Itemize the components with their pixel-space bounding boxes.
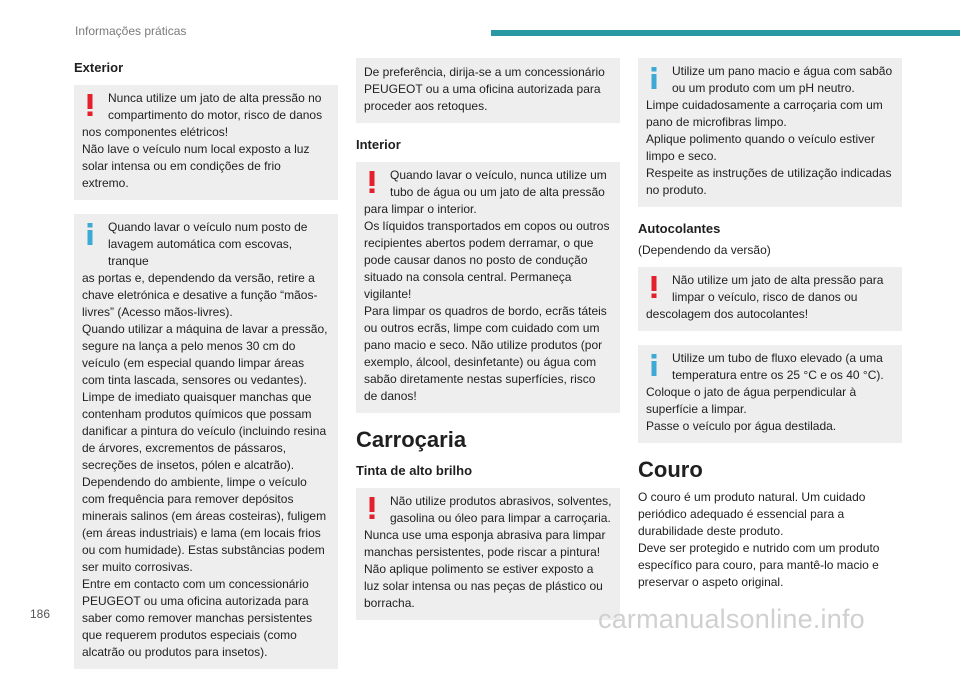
info-line: Dependendo do ambiente, limpe o veículo com frequência para remover depósitos minerais salinos (em áreas costeiras), fuligem (em áreas industriais) e lama (em locais frios ou com humidade). Estas substâncias podem ser muito corrosivas. <box>82 475 327 574</box>
info-line: as portas e, dependendo da versão, retire a chave eletrónica e desative a função “mãos-livres” (Acesso mãos-livres). <box>82 271 318 319</box>
info-line: Aplique polimento quando o veículo estiver limpo e seco. <box>646 132 875 163</box>
warning-line: para limpar o interior. <box>364 202 477 216</box>
info-line: Respeite as instruções de utilização indicadas no produto. <box>646 166 892 197</box>
leather-paragraph: Deve ser protegido e nutrido com um produto específico para couro, para mantê-lo macio e preservar o aspeto original. <box>638 541 880 589</box>
warning-line: Os líquidos transportados em copos ou outros recipientes abertos podem derramar, o que pode causar danos no posto de condução situado na consola central. Permaneça vigilante! <box>364 219 610 301</box>
watermark: carmanualsonline.info <box>598 604 865 634</box>
warning-box-stickers <box>638 267 902 331</box>
page-number: 186 <box>30 607 51 621</box>
info-box-exterior <box>74 214 338 669</box>
info-lead: Quando lavar o veículo num posto de lavagem automática com escovas, tranque <box>108 220 308 268</box>
warning-lead: Quando lavar o veículo, nunca utilize um tubo de água ou um jato de alta pressão <box>390 168 607 199</box>
info-line: Limpe de imediato quaisquer manchas que contenham produtos químicos que possam danificar a pintura do veículo (incluindo resina de árvores, excrementos de pássaros, secreções de insetos, pólen e alcatrão). <box>82 390 327 472</box>
exterior-heading: Exterior <box>74 60 124 75</box>
note-text: De preferência, dirija-se a um concessionário PEUGEOT ou a uma oficina autorizada para proceder aos retoques. <box>364 65 605 113</box>
info-box-stickers <box>638 345 902 443</box>
warning-exclamation-icon <box>368 171 376 193</box>
info-line: Coloque o jato de água perpendicular à superfície a limpar. <box>646 385 857 416</box>
warning-exclamation-icon <box>368 497 376 519</box>
stickers-subheading: (Dependendo da versão) <box>638 243 771 257</box>
info-line: Quando utilizar a máquina de lavar a pressão, segure na lança a pelo menos 30 cm do veículo (em especial quando limpar áreas com tinta lascada, sensores ou vedantes). <box>82 322 328 387</box>
info-icon <box>86 223 94 245</box>
info-icon <box>650 354 658 376</box>
info-line: Entre em contacto com um concessionário PEUGEOT ou uma oficina autorizada para saber como remover manchas persistentes que requerem produtos especiais (como alcatrão ou produtos para insetos). <box>82 577 313 659</box>
warning-line: Para limpar os quadros de bordo, ecrãs táteis ou outros ecrãs, limpe com cuidado com um pano macio e seco. Não utilize produtos (por exemplo, álcool, desinfetante) ou água com sabão diretamente nestas superfícies, risco de danos! <box>364 304 607 403</box>
section-title-couro: Couro <box>638 457 703 482</box>
warning-exclamation-icon <box>650 276 658 298</box>
column-3 <box>638 58 902 603</box>
column-1 <box>74 58 338 683</box>
warning-lead: Não utilize um jato de alta pressão para limpar o veículo, risco de danos ou <box>672 273 884 304</box>
info-lead: Utilize um tubo de fluxo elevado (a uma temperatura entre os 25 °C e os 40 °C). <box>672 351 884 382</box>
info-line: Limpe cuidadosamente a carroçaria com um pano de microfibras limpo. <box>646 98 883 129</box>
warning-line: Nunca use uma esponja abrasiva para limpar manchas persistentes, pode riscar a pintura! <box>364 528 606 559</box>
warning-line: Não aplique polimento se estiver exposto a luz solar intensa ou nas peças de plástico ou borracha. <box>364 562 603 610</box>
note-box <box>356 58 620 123</box>
warning-lead: Não utilize produtos abrasivos, solventes, gasolina ou óleo para limpar a carroçaria. <box>390 494 612 525</box>
warning-box-paint <box>356 488 620 620</box>
info-icon <box>650 67 658 89</box>
warning-line: descolagem dos autocolantes! <box>646 307 809 321</box>
header-accent-bar <box>491 30 960 36</box>
warning-box-interior <box>356 162 620 413</box>
interior-heading: Interior <box>356 137 401 152</box>
info-lead: Utilize um pano macio e água com sabão ou um produto com um pH neutro. <box>672 64 893 95</box>
section-title-carrocaria: Carroçaria <box>356 427 467 452</box>
warning-box-exterior <box>74 85 338 200</box>
info-box-polish <box>638 58 902 207</box>
paint-heading: Tinta de alto brilho <box>356 463 473 478</box>
warning-line: Não lave o veículo num local exposto a luz solar intensa ou em condições de frio extremo. <box>82 142 310 190</box>
warning-exclamation-icon <box>86 94 94 116</box>
leather-paragraph: O couro é um produto natural. Um cuidado periódico adequado é essencial para a durabilidade deste produto. <box>638 490 866 538</box>
header-title: Informações práticas <box>75 24 187 38</box>
column-2 <box>356 58 620 634</box>
warning-lead: Nunca utilize um jato de alta pressão no compartimento do motor, risco de danos <box>108 91 323 122</box>
warning-line: nos componentes elétricos! <box>82 125 229 139</box>
stickers-heading: Autocolantes <box>638 221 721 236</box>
info-line: Passe o veículo por água destilada. <box>646 419 837 433</box>
